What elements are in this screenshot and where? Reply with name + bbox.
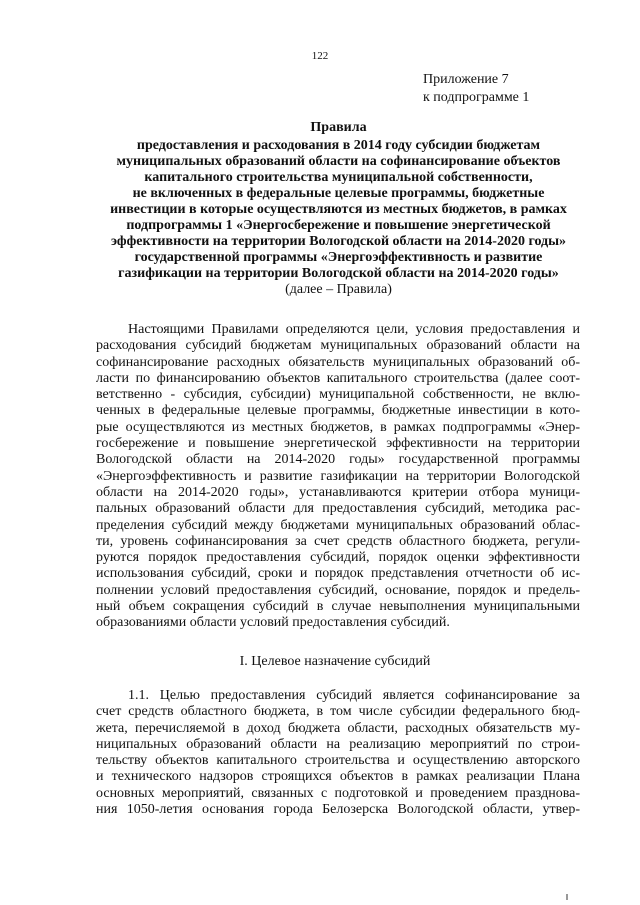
paragraph-line: ный объем сокращения субсидий в случае невыполнения муниципальными [96, 599, 580, 615]
section-paragraph [96, 688, 580, 818]
title-line: капитального строительства муниципальной собственности, [144, 170, 533, 185]
paragraph-line: области на 2014-2020 годы», устанавливаются критерии отбора муници- [96, 484, 580, 500]
paragraph-line: рые осуществляются из местных бюджетов, в рамках подпрограммы «Энер- [96, 419, 580, 435]
paragraph-line: пальных образований области для предоставления субсидий, методика рас- [96, 501, 580, 517]
paragraph-line: 1.1. Целью предоставления субсидий является софинансирование за [128, 688, 580, 703]
paragraph-line: ласти по финансированию объектов капитального строительства (далее соот- [96, 370, 580, 386]
paragraph-line: ветственно - субсидия, субсидии) муниципальной собственности, не вклю- [96, 387, 580, 403]
title-line: государственной программы «Энергоэффективность и развитие [134, 250, 543, 265]
scan-artifact [566, 894, 568, 900]
title-line: газификации на территории Вологодской области на 2014-2020 годы» [118, 266, 559, 281]
title-line: эффективности на территории Вологодской области на 2014-2020 годы» [110, 234, 567, 249]
title-line: инвестиции в которые осуществляются из местных бюджетов, в рамках [110, 202, 567, 217]
paragraph-line: Настоящими Правилами определяются цели, условия предоставления и [128, 322, 580, 337]
paragraph-line: образованиями области условий предоставления субсидий. [96, 615, 450, 631]
paragraph-line: руются порядок предоставления субсидий, порядок оценки эффективности [96, 550, 580, 566]
paragraph-line: «Энергоэффективность и развитие газификации на территории Вологодской [96, 468, 580, 484]
page-number: 122 [311, 50, 329, 62]
paragraph-line: ниципальных образований области на реализацию мероприятий по строи- [96, 736, 580, 752]
paragraph-line: госбережение и повышение энергетической эффективности на территории [96, 436, 580, 452]
document-title [90, 120, 587, 298]
paragraph-line: пределения субсидий между бюджетами муниципальных образований облас- [96, 517, 580, 533]
paragraph-line: расходования субсидий бюджетам муниципальных образований области на [96, 338, 580, 354]
title-line: не включенных в федеральные целевые программы, бюджетные [132, 186, 545, 201]
paragraph-line: софинансирование расходных обязательств муниципальных образований об- [96, 354, 580, 370]
title-lines [90, 138, 587, 282]
title-line: предоставления и расходования в 2014 году субсидии бюджетам [136, 138, 541, 153]
paragraph-line: жета, перечисляемой в доход бюджета области, расходных обязательств му- [96, 720, 580, 736]
appendix-line-2: к подпрограмме 1 [423, 90, 530, 105]
paragraph-line: ния 1050-летия основания города Белозерска Вологодской области, утвер- [96, 802, 580, 818]
paragraph-line: полнении условий предоставления субсидий, основание, порядок и предель- [96, 582, 580, 598]
title-note: (далее – Правила) [285, 282, 392, 297]
appendix-note [423, 71, 529, 107]
paragraph-line: ти, уровень софинансирования за счет средств областного бюджета, регули- [96, 533, 580, 549]
title-heading: Правила [310, 120, 367, 135]
section-heading: I. Целевое назначение субсидий [239, 654, 431, 669]
paragraph-line: использования субсидий, сроки и порядок представления отчетности об ис- [96, 566, 580, 582]
paragraph-line: Вологодской области на 2014-2020 годы» государственной программы [96, 452, 580, 468]
paragraph-line: и технического надзоров строящихся объектов в рамках реализации Плана [96, 769, 580, 785]
paragraph-line: тельству объектов капитального строительства и осуществлению авторского [96, 753, 580, 769]
intro-paragraph [96, 322, 580, 632]
title-line: муниципальных образований области на софинансирование объектов [116, 154, 561, 169]
appendix-line-1: Приложение 7 [423, 72, 509, 87]
paragraph-line: ченных в федеральные целевые программы, бюджетные инвестиции в кото- [96, 403, 580, 419]
paragraph-line: счет средств областного бюджета, в том числе субсидии федерального бюд- [96, 704, 580, 720]
title-line: подпрограммы 1 «Энергосбережение и повышение энергетической [126, 218, 551, 233]
paragraph-line: основных мероприятий, связанных с подготовкой и проведением празднова- [96, 785, 580, 801]
